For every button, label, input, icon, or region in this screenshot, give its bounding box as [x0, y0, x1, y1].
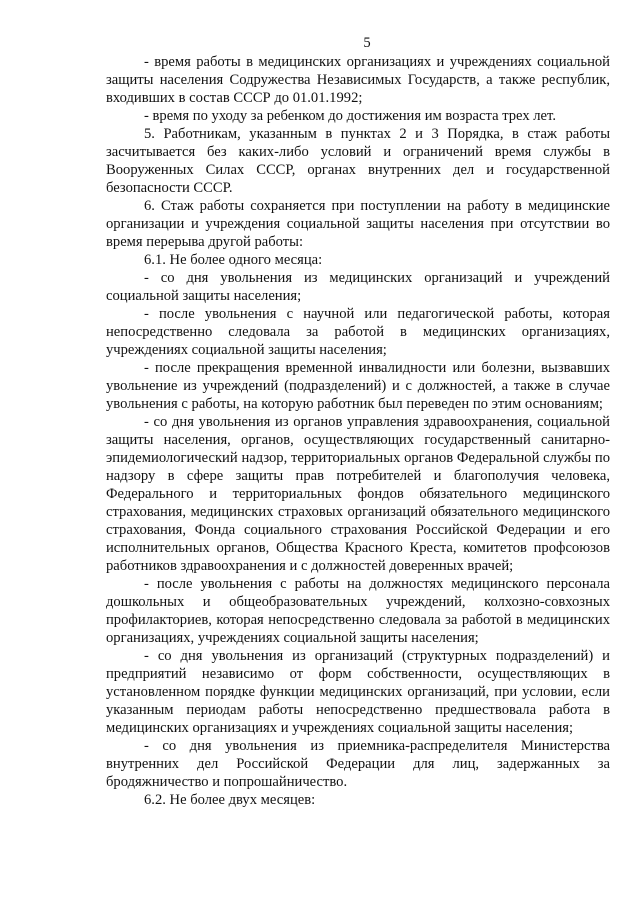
page-number: 5: [363, 35, 371, 51]
paragraph-item-5: 5. Работникам, указанным в пунктах 2 и 3 Порядка, в стаж работы засчитывается без каких-либо условий и ограничений время службы в Вооруженных Силах СССР, органах внутренних дел и государственной безопасности СССР.: [106, 126, 610, 196]
paragraph-item-6-1: 6.1. Не более одного месяца:: [144, 252, 323, 268]
paragraph-item-6: 6. Стаж работы сохраняется при поступлении на работу в медицинские организации и учреждения социальной защиты населения при отсутствии во время перерыва другой работы:: [106, 198, 610, 250]
paragraph-dismissal-detention: - со дня увольнения из приемника-распределителя Министерства внутренних дел Российской Федерации для лиц, задержанных за бродяжничество и попрошайничество.: [106, 738, 610, 790]
paragraph-dismissal-preschool: - после увольнения с работы на должностях медицинского персонала дошкольных и общеобразовательных учреждений, колхозно-совхозных профилакториев, которая непосредственно следовала за работой в медицинских организациях, учреждениях социальной защиты населения;: [106, 576, 610, 646]
paragraph-dismissal-authorities: - со дня увольнения из органов управления здравоохранения, социальной защиты населения, органов, осуществляющих государственный санитарно-эпидемиологический надзор, территориальных органов Федеральной службы по надзору в сфере защиты прав потребителей и благополучия человека, Федерального и территориальных фондов обязательного медицинского страхования, медицинских страховых организаций обязательного медицинского страхования, Фонда социального страхования Российской Федерации и его исполнительных органов, Общества Красного Креста, комитетов профсоюзов работников здравоохранения и с должностей доверенных врачей;: [106, 414, 610, 574]
paragraph-disability: - после прекращения временной инвалидности или болезни, вызвавших увольнение из учреждений (подразделений) и с должностей, а также в случае увольнения с работы, на которую работник был переведен по этим основаниям;: [106, 360, 610, 412]
paragraph-item-6-2: 6.2. Не более двух месяцев:: [144, 792, 316, 808]
paragraph-childcare: - время по уходу за ребенком до достижения им возраста трех лет.: [144, 108, 556, 124]
paragraph-cis-work: - время работы в медицинских организациях и учреждениях социальной защиты населения Содружества Независимых Государств, а также республик, входивших в состав СССР до 01.01.1992;: [106, 54, 610, 106]
paragraph-dismissal-medical: - со дня увольнения из медицинских организаций и учреждений социальной защиты населения;: [106, 270, 610, 304]
paragraph-dismissal-science: - после увольнения с научной или педагогической работы, которая непосредственно следовала за работой в медицинских организациях, учреждениях социальной защиты населения;: [106, 306, 610, 358]
document-page: [106, 34, 610, 809]
paragraph-dismissal-organizations: - со дня увольнения из организаций (структурных подразделений) и предприятий независимо от форм собственности, осуществляющих в установленном порядке функции медицинских организаций, при условии, если указанным периодам работы непосредственно предшествовала работа в медицинских организациях и учреждениях социальной защиты населения;: [106, 648, 610, 736]
